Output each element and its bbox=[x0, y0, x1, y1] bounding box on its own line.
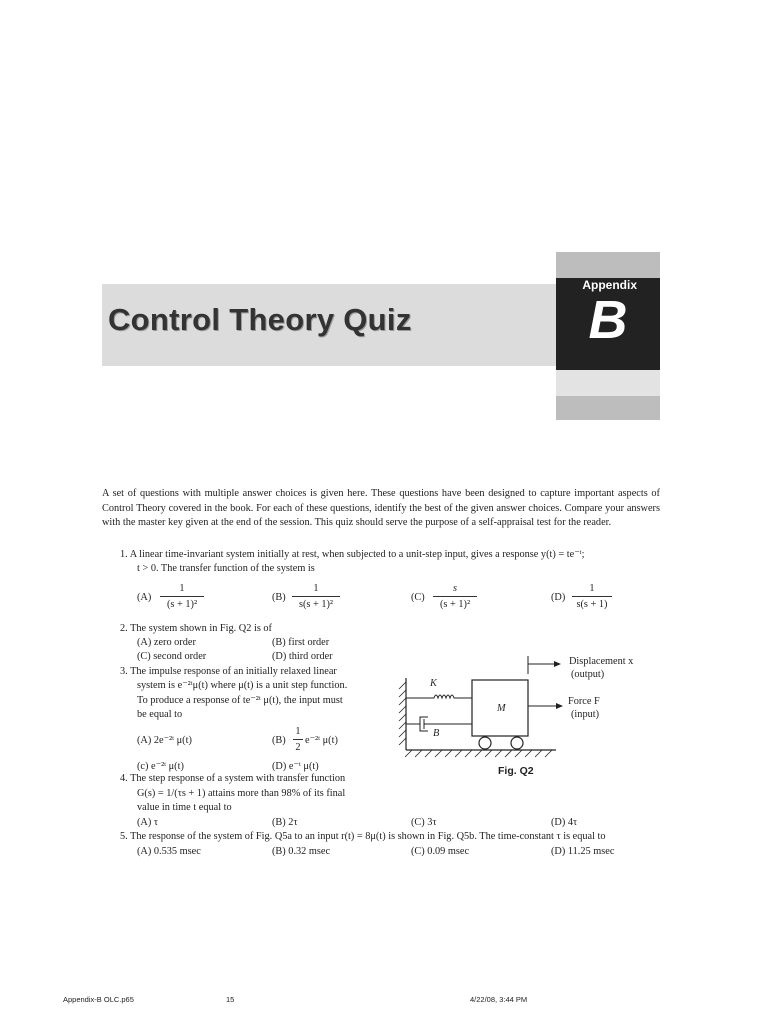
q1-option-b-num: 1 bbox=[313, 583, 319, 594]
q1-option-c-num: s bbox=[452, 583, 457, 594]
q1-option-c-label: (C) bbox=[411, 592, 425, 603]
q1-option-d-label: (D) bbox=[551, 592, 566, 603]
q4-line1: 4. The step response of a system with transfer function bbox=[120, 773, 346, 784]
fraction-bar bbox=[160, 596, 204, 597]
q3-line3: To produce a response of te⁻²ᵗ μ(t), the input must bbox=[137, 695, 343, 706]
q3-option-b-num: 1 bbox=[295, 726, 301, 737]
footer-timestamp: 4/22/08, 3:44 PM bbox=[470, 995, 528, 1004]
q1-option-d-den: s(s + 1) bbox=[576, 599, 608, 610]
spring bbox=[406, 695, 472, 698]
q3-option-c: (c) e⁻²ᵗ μ(t) bbox=[137, 761, 184, 772]
q2-stem: 2. The system shown in Fig. Q2 is of bbox=[120, 623, 272, 634]
fraction-bar bbox=[433, 596, 477, 597]
q1-line2: t > 0. The transfer function of the system is bbox=[137, 563, 315, 574]
q1-option-d-num: 1 bbox=[589, 583, 595, 594]
q4-line2: G(s) = 1/(τs + 1) attains more than 98% of its final bbox=[137, 788, 346, 799]
fraction-bar bbox=[572, 596, 612, 597]
q4-option-c: (C) 3τ bbox=[411, 817, 437, 828]
q1-option-b-label: (B) bbox=[272, 592, 286, 603]
q3-line2: system is e⁻²ᵗμ(t) where μ(t) is a unit step function. bbox=[137, 680, 348, 691]
q2-option-c: (C) second order bbox=[137, 651, 207, 662]
q1-option-a-num: 1 bbox=[179, 583, 185, 594]
q3-option-b-fraction bbox=[293, 726, 303, 754]
q4-line3: value in time t equal to bbox=[137, 802, 232, 813]
q1-option-a-fraction bbox=[160, 583, 204, 611]
q2-option-a: (A) zero order bbox=[137, 637, 196, 648]
q5-option-b: (B) 0.32 msec bbox=[272, 846, 331, 857]
q1-option-b-den: s(s + 1)² bbox=[298, 599, 334, 610]
q3-option-b-label: (B) bbox=[272, 735, 286, 746]
figure-caption: Fig. Q2 bbox=[498, 765, 534, 777]
q3-line1: 3. The impulse response of an initially relaxed linear bbox=[120, 666, 337, 677]
fraction-bar bbox=[293, 739, 303, 740]
appendix-label: Appendix bbox=[582, 278, 637, 292]
q3-option-d: (D) e⁻ᵗ μ(t) bbox=[272, 761, 319, 772]
q1-option-a-den: (s + 1)² bbox=[166, 599, 198, 610]
wheel-right bbox=[511, 737, 523, 749]
footer-file: Appendix-B OLC.p65 bbox=[63, 995, 134, 1004]
mass-label: M bbox=[497, 703, 506, 714]
q5-option-a: (A) 0.535 msec bbox=[137, 846, 201, 857]
q1-option-c-den: (s + 1)² bbox=[439, 599, 471, 610]
q3-option-a: (A) 2e⁻²ᵗ μ(t) bbox=[137, 735, 192, 746]
q4-option-b: (B) 2τ bbox=[272, 817, 298, 828]
q1-option-d-fraction bbox=[572, 583, 612, 611]
appendix-tab-top bbox=[556, 252, 660, 278]
intro-paragraph: A set of questions with multiple answer choices is given here. These questions have been designed to capture important aspects of Control Theory covered in the book. For each of these questions, identify the best of the given answer choices. Compare your answers with the master key given at the end of the session. This quiz should serve the purpose of a self-appraisal test for the reader. bbox=[102, 488, 660, 528]
q4-option-d: (D) 4τ bbox=[551, 817, 578, 828]
force-arrowhead bbox=[556, 703, 563, 709]
force-label: Force F bbox=[568, 696, 600, 707]
q3-line4: be equal to bbox=[137, 709, 183, 720]
displacement-label: Displacement x bbox=[569, 656, 634, 667]
spring-label: K bbox=[430, 678, 437, 689]
appendix-tab-light bbox=[556, 370, 660, 396]
q5-option-d: (D) 11.25 msec bbox=[551, 846, 615, 857]
footer-page: 15 bbox=[226, 995, 235, 1004]
q4-option-a: (A) τ bbox=[137, 817, 159, 828]
wheel-left bbox=[479, 737, 491, 749]
q1-option-b-fraction bbox=[292, 583, 340, 611]
appendix-letter: B bbox=[588, 290, 628, 350]
page-title: Control Theory Quiz bbox=[108, 302, 412, 337]
wall-hatch bbox=[399, 682, 406, 745]
ground-hatch bbox=[405, 750, 552, 757]
q3-option-b-rest: e⁻²ᵗ μ(t) bbox=[305, 735, 338, 746]
displacement-arrowhead bbox=[554, 661, 561, 667]
q2-option-d: (D) third order bbox=[272, 651, 333, 662]
displacement-sub: (output) bbox=[571, 669, 605, 680]
q5-option-c: (C) 0.09 msec bbox=[411, 846, 470, 857]
q2-option-b: (B) first order bbox=[272, 637, 330, 648]
q3-option-b-den: 2 bbox=[295, 742, 301, 753]
q1-option-c-fraction bbox=[433, 583, 477, 611]
q5-stem: 5. The response of the system of Fig. Q5a to an input r(t) = 8μ(t) is shown in Fig. Q5b. The time-constant τ is equal to bbox=[120, 831, 606, 842]
force-sub: (input) bbox=[571, 709, 600, 720]
damper-label: B bbox=[433, 728, 440, 739]
q1-line1: 1. A linear time-invariant system initially at rest, when subjected to a unit-step input, gives a response y(t) = te⁻ᵗ; bbox=[120, 549, 585, 560]
appendix-tab-bottom bbox=[556, 396, 660, 420]
fraction-bar bbox=[292, 596, 340, 597]
q1-option-a-label: (A) bbox=[137, 592, 152, 603]
